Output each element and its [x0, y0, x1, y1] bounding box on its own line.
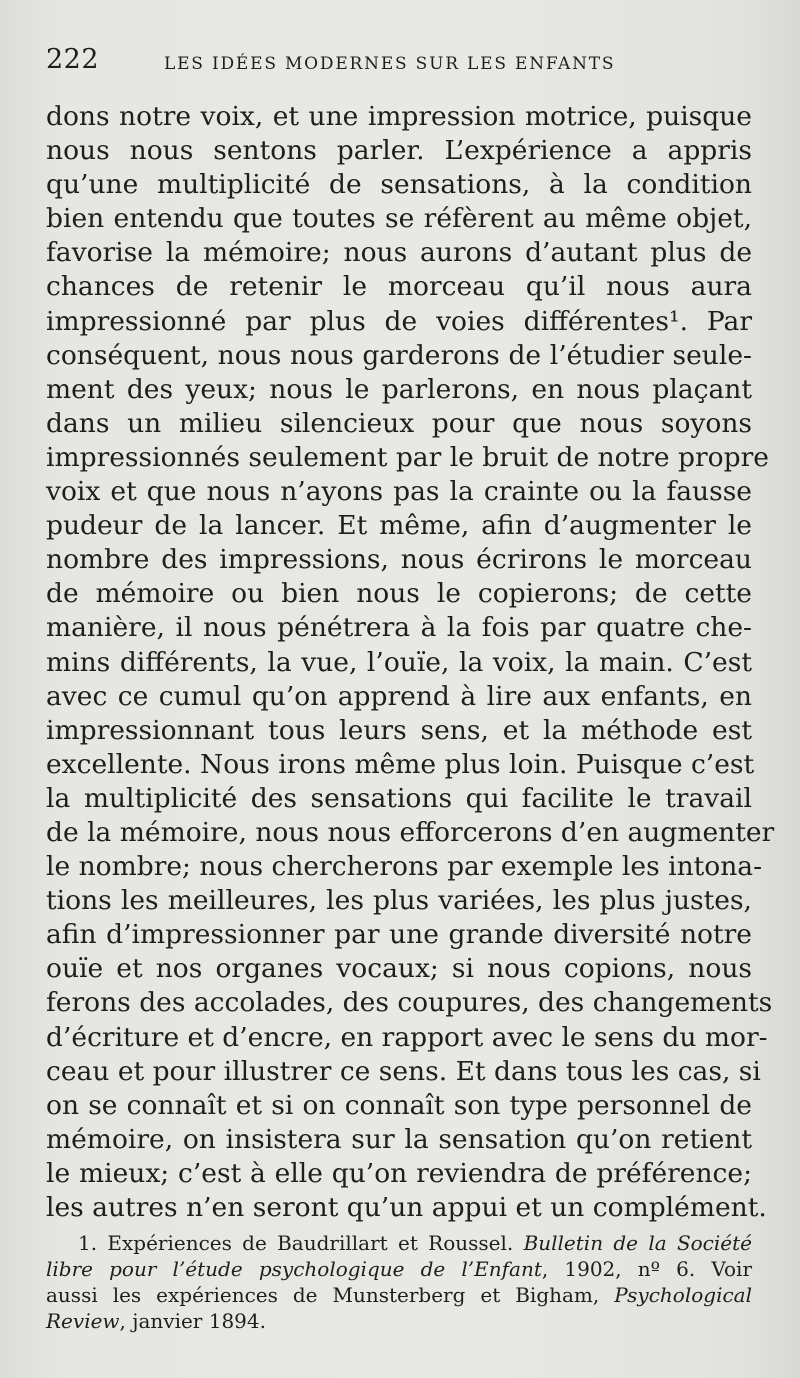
text-line: qu’une multiplicité de sensations, à la condition: [46, 169, 752, 201]
text-line: d’écriture et d’encre, en rapport avec le sens du mor-: [46, 1021, 768, 1053]
text-line: dans un milieu silencieux pour que nous soyons: [46, 407, 752, 439]
text-line: voix et que nous n’ayons pas la crainte ou la fausse: [46, 476, 752, 508]
text-line: ment des yeux; nous le parlerons, en nous plaçant: [46, 373, 752, 405]
page-number: 222: [46, 44, 100, 75]
footnote: [46, 1230, 752, 1334]
footnote-italic-title: Psychological: [614, 1283, 752, 1307]
text-line: nous nous sentons parler. L’expérience a appris: [46, 135, 752, 167]
text-line: le mieux; c’est à elle qu’on reviendra de préférence;: [46, 1157, 752, 1189]
text-line: impressionnés seulement par le bruit de notre propre: [46, 441, 769, 473]
footnote-line: [46, 1308, 752, 1334]
text-line: impressionnant tous leurs sens, et la méthode est: [46, 714, 752, 746]
text-line: avec ce cumul qu’on apprend à lire aux enfants, en: [46, 680, 752, 712]
text-line: pudeur de la lancer. Et même, afin d’augmenter le: [46, 510, 752, 542]
text-line: le nombre; nous chercherons par exemple les intona-: [46, 851, 763, 883]
text-line: chances de retenir le morceau qu’il nous aura: [46, 271, 752, 303]
text-line: les autres n’en seront qu’un appui et un complément.: [46, 1192, 767, 1223]
text-line: tions les meilleures, les plus variées, les plus justes,: [46, 885, 752, 917]
running-head: LES IDÉES MODERNES SUR LES ENFANTS: [164, 54, 616, 74]
footnote-text: , janvier 1894.: [119, 1309, 266, 1333]
text-line: mémoire, on insistera sur la sensation qu’on retient: [46, 1123, 752, 1155]
text-line: la multiplicité des sensations qui facilite le travail: [46, 782, 752, 814]
text-line: impressionné par plus de voies différentes¹. Par: [46, 305, 752, 337]
text-line: ceau et pour illustrer ce sens. Et dans tous les cas, si: [46, 1055, 761, 1087]
text-line: favorise la mémoire; nous aurons d’autant plus de: [46, 237, 752, 269]
text-line: nombre des impressions, nous écrirons le morceau: [46, 544, 752, 576]
footnote-text: 1. Expériences de Baudrillart et Roussel.: [78, 1231, 524, 1255]
text-line: manière, il nous pénétrera à la fois par quatre che-: [46, 612, 752, 644]
text-line: de la mémoire, nous nous efforcerons d’en augmenter: [46, 816, 775, 848]
text-line: excellente. Nous irons même plus loin. Puisque c’est: [46, 748, 755, 780]
text-line: mins différents, la vue, l’ouïe, la voix, la main. C’est: [46, 646, 752, 678]
footnote-line: [46, 1230, 752, 1256]
text-line: ouïe et nos organes vocaux; si nous copions, nous: [46, 953, 752, 985]
text-line: on se connaît et si on connaît son type personnel de: [46, 1089, 752, 1121]
footnote-italic-title: Bulletin de la Société: [523, 1231, 752, 1255]
text-line: dons notre voix, et une impression motrice, puisque: [46, 101, 752, 132]
page-header: [46, 40, 750, 80]
text-line: bien entendu que toutes se réfèrent au même objet,: [46, 203, 752, 235]
footnote-text: aussi les expériences de Munsterberg et Bigham,: [46, 1283, 615, 1307]
text-line: de mémoire ou bien nous le copierons; de cette: [46, 578, 752, 610]
body-text: [46, 100, 775, 1225]
text-line: ferons des accolades, des coupures, des changements: [46, 987, 773, 1019]
footnote-line: [46, 1282, 752, 1308]
footnote-line: [46, 1256, 752, 1282]
footnote-italic-title: Review: [46, 1309, 120, 1333]
text-line: afin d’impressionner par une grande diversité notre: [46, 919, 752, 951]
text-line: conséquent, nous nous garderons de l’étudier seule-: [46, 339, 752, 371]
footnote-italic-title: libre pour l’étude psychologique de l’Enfant: [46, 1257, 542, 1281]
footnote-text: , 1902, nº 6. Voir: [541, 1257, 753, 1281]
